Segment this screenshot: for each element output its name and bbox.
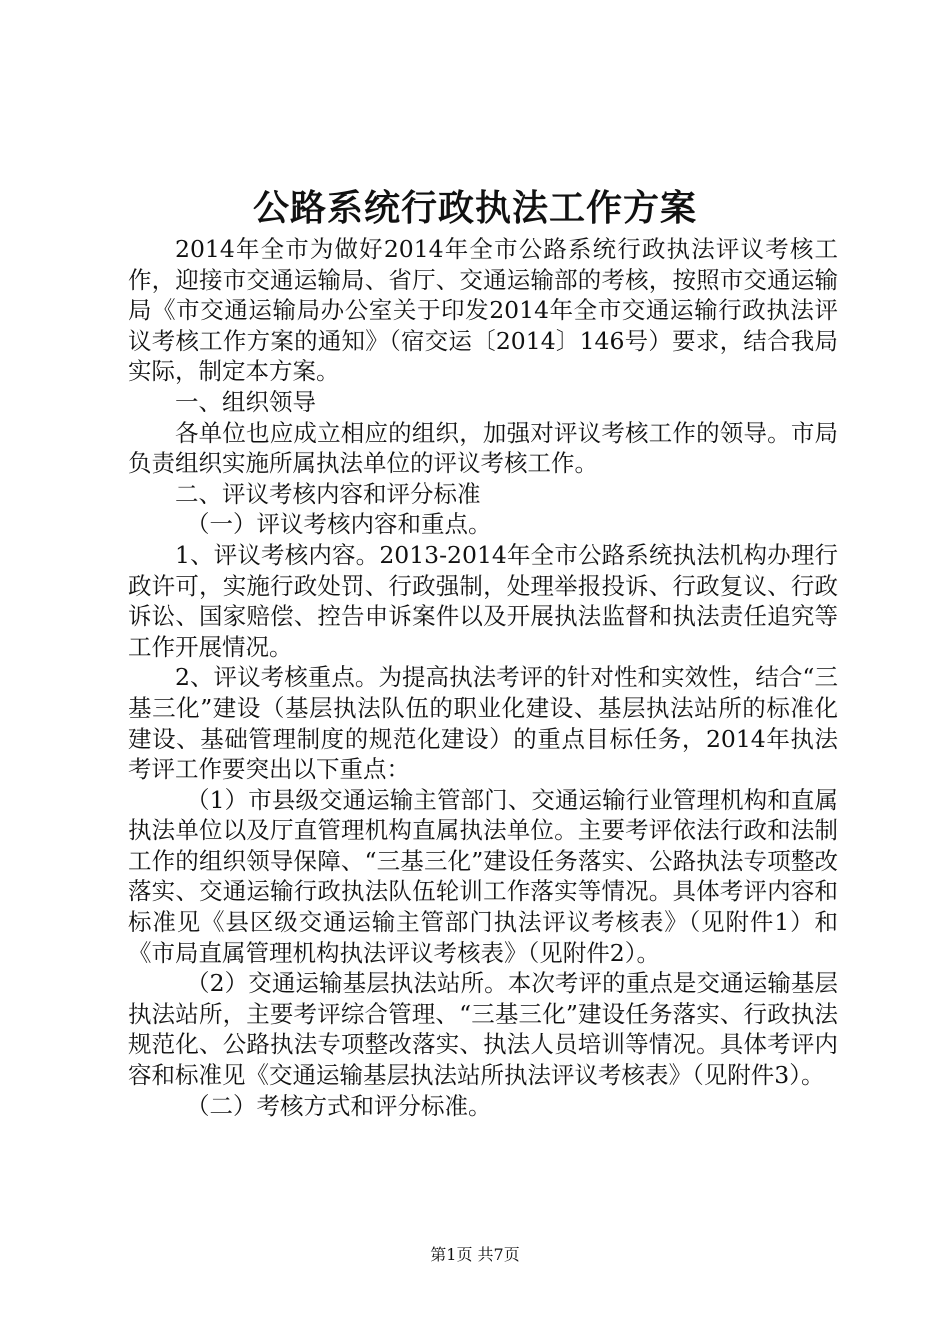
heading-content-standards: 二、评议考核内容和评分标准 bbox=[175, 479, 481, 508]
paragraph-intro: 2014年全市为做好2014年全市公路系统行政执法评议考核工作，迎接市交通运输局、省厅、交通运输部的考核，按照市交通运输局《市交通运输局办公室关于印发2014年全市交通运输行政执法评议考核工作方案的通知》（宿交运〔2014〕146号）要求，结合我局实际，制定本方案。 bbox=[128, 235, 838, 386]
paragraph-organization: 各单位也应成立相应的组织，加强对评议考核工作的领导。市局负责组织实施所属执法单位的评议考核工作。 bbox=[128, 418, 838, 478]
subheading-content-focus: （一）评议考核内容和重点。 bbox=[186, 510, 492, 539]
paragraph-focus: 2、评议考核重点。为提高执法考评的针对性和实效性，结合“三基三化”建设（基层执法队伍的职业化建设、基层执法站所的标准化建设、基础管理制度的规范化建设）的重点目标任务，2014年执法考评工作要突出以下重点： bbox=[128, 663, 838, 784]
paragraph-item-1: （1）市县级交通运输主管部门、交通运输行业管理机构和直属执法单位以及厅直管理机构直属执法单位。主要考评依法行政和法制工作的组织领导保障、“三基三化”建设任务落实、公路执法专项整改落实、交通运输行政执法队伍轮训工作落实等情况。具体考评内容和标准见《县区级交通运输主管部门执法评议考核表》（见附件1）和《市局直属管理机构执法评议考核表》（见附件2）。 bbox=[128, 785, 838, 967]
page-footer: 第1页 共7页 bbox=[430, 1245, 520, 1264]
document-title: 公路系统行政执法工作方案 bbox=[252, 187, 697, 229]
paragraph-content: 1、评议考核内容。2013-2014年全市公路系统执法机构办理行政许可，实施行政处罚、行政强制，处理举报投诉、行政复议、行政诉讼、国家赔偿、控告申诉案件以及开展执法监督和执法责任追究等工作开展情况。 bbox=[128, 540, 838, 661]
subheading-method-scoring: （二）考核方式和评分标准。 bbox=[186, 1091, 492, 1120]
document-body bbox=[128, 234, 838, 1121]
heading-organization: 一、组织领导 bbox=[175, 387, 316, 416]
paragraph-item-2: （2）交通运输基层执法站所。本次考评的重点是交通运输基层执法站所，主要考评综合管理、“三基三化”建设任务落实、行政执法规范化、公路执法专项整改落实、执法人员培训等情况。具体考评内容和标准见《交通运输基层执法站所执法评议考核表》（见附件3）。 bbox=[128, 969, 838, 1090]
